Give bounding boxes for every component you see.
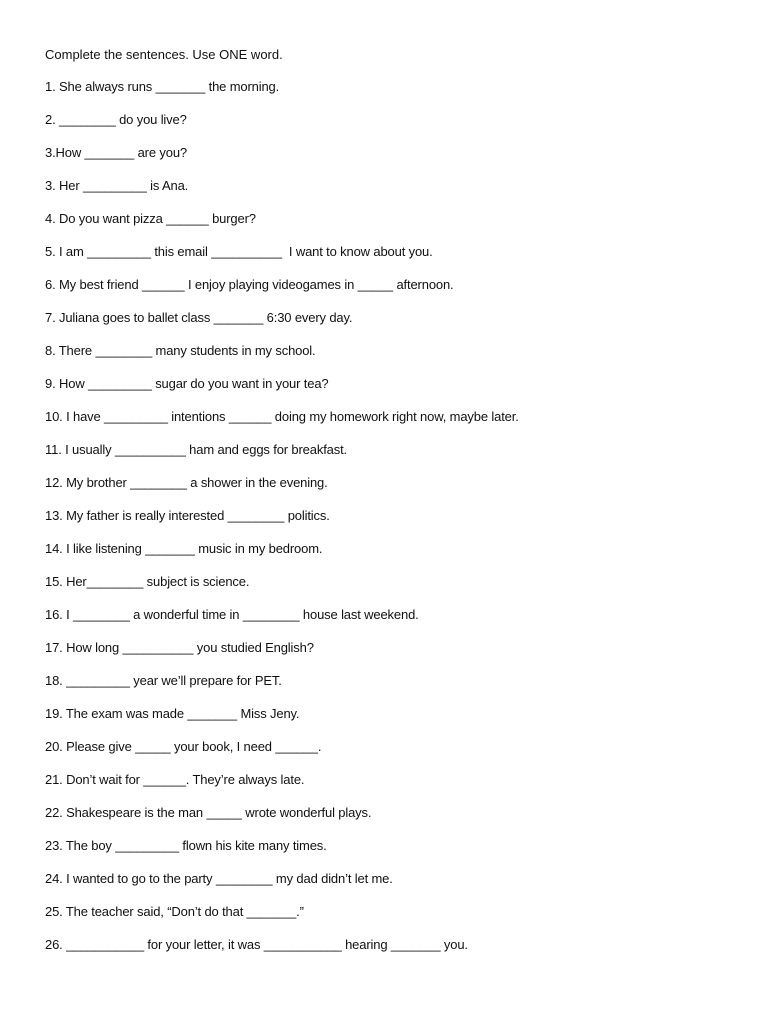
sentence-item-12: 12. My brother ________ a shower in the evening. xyxy=(45,475,328,490)
sentence-item-21: 21. Don’t wait for ______. They’re always late. xyxy=(45,772,305,787)
sentence-item-11: 11. I usually __________ ham and eggs for breakfast. xyxy=(45,442,348,457)
sentence-item-22: 22. Shakespeare is the man _____ wrote wonderful plays. xyxy=(45,805,372,820)
sentence-item-2: 2. ________ do you live? xyxy=(45,112,187,127)
sentence-item-4: 4. Do you want pizza ______ burger? xyxy=(45,211,256,226)
sentence-item-18: 18. _________ year we’ll prepare for PET. xyxy=(45,673,282,688)
sentence-item-14: 14. I like listening _______ music in my bedroom. xyxy=(45,541,323,556)
sentence-item-23: 23. The boy _________ flown his kite many times. xyxy=(45,838,327,853)
sentence-item-7: 7. Juliana goes to ballet class _______ 6:30 every day. xyxy=(45,310,353,325)
sentence-item-1: 1. She always runs _______ the morning. xyxy=(45,79,280,94)
sentence-item-26: 26. ___________ for your letter, it was ___________ hearing _______ you. xyxy=(45,937,468,952)
sentence-item-8: 8. There ________ many students in my school. xyxy=(45,343,316,358)
sentence-item-20: 20. Please give _____ your book, I need ______. xyxy=(45,739,322,754)
worksheet xyxy=(45,44,745,967)
instruction-text: Complete the sentences. Use ONE word. xyxy=(45,47,283,62)
sentence-item-10: 10. I have _________ intentions ______ doing my homework right now, maybe later. xyxy=(45,409,519,424)
sentence-item-16: 16. I ________ a wonderful time in ________ house last weekend. xyxy=(45,607,419,622)
sentence-item-15: 15. Her________ subject is science. xyxy=(45,574,250,589)
sentence-item-6: 6. My best friend ______ I enjoy playing videogames in _____ afternoon. xyxy=(45,277,454,292)
sentence-item-5: 5. I am _________ this email __________ I want to know about you. xyxy=(45,244,433,259)
sentence-item-3b: 3. Her _________ is Ana. xyxy=(45,178,189,193)
sentence-list xyxy=(45,76,745,967)
sentence-item-19: 19. The exam was made _______ Miss Jeny. xyxy=(45,706,300,721)
sentence-item-24: 24. I wanted to go to the party ________ my dad didn’t let me. xyxy=(45,871,393,886)
sentence-item-25: 25. The teacher said, “Don’t do that _______.” xyxy=(45,904,304,919)
sentence-item-3a: 3.How _______ are you? xyxy=(45,145,187,160)
sentence-item-17: 17. How long __________ you studied English? xyxy=(45,640,314,655)
sentence-item-9: 9. How _________ sugar do you want in your tea? xyxy=(45,376,329,391)
sentence-item-13: 13. My father is really interested ________ politics. xyxy=(45,508,330,523)
